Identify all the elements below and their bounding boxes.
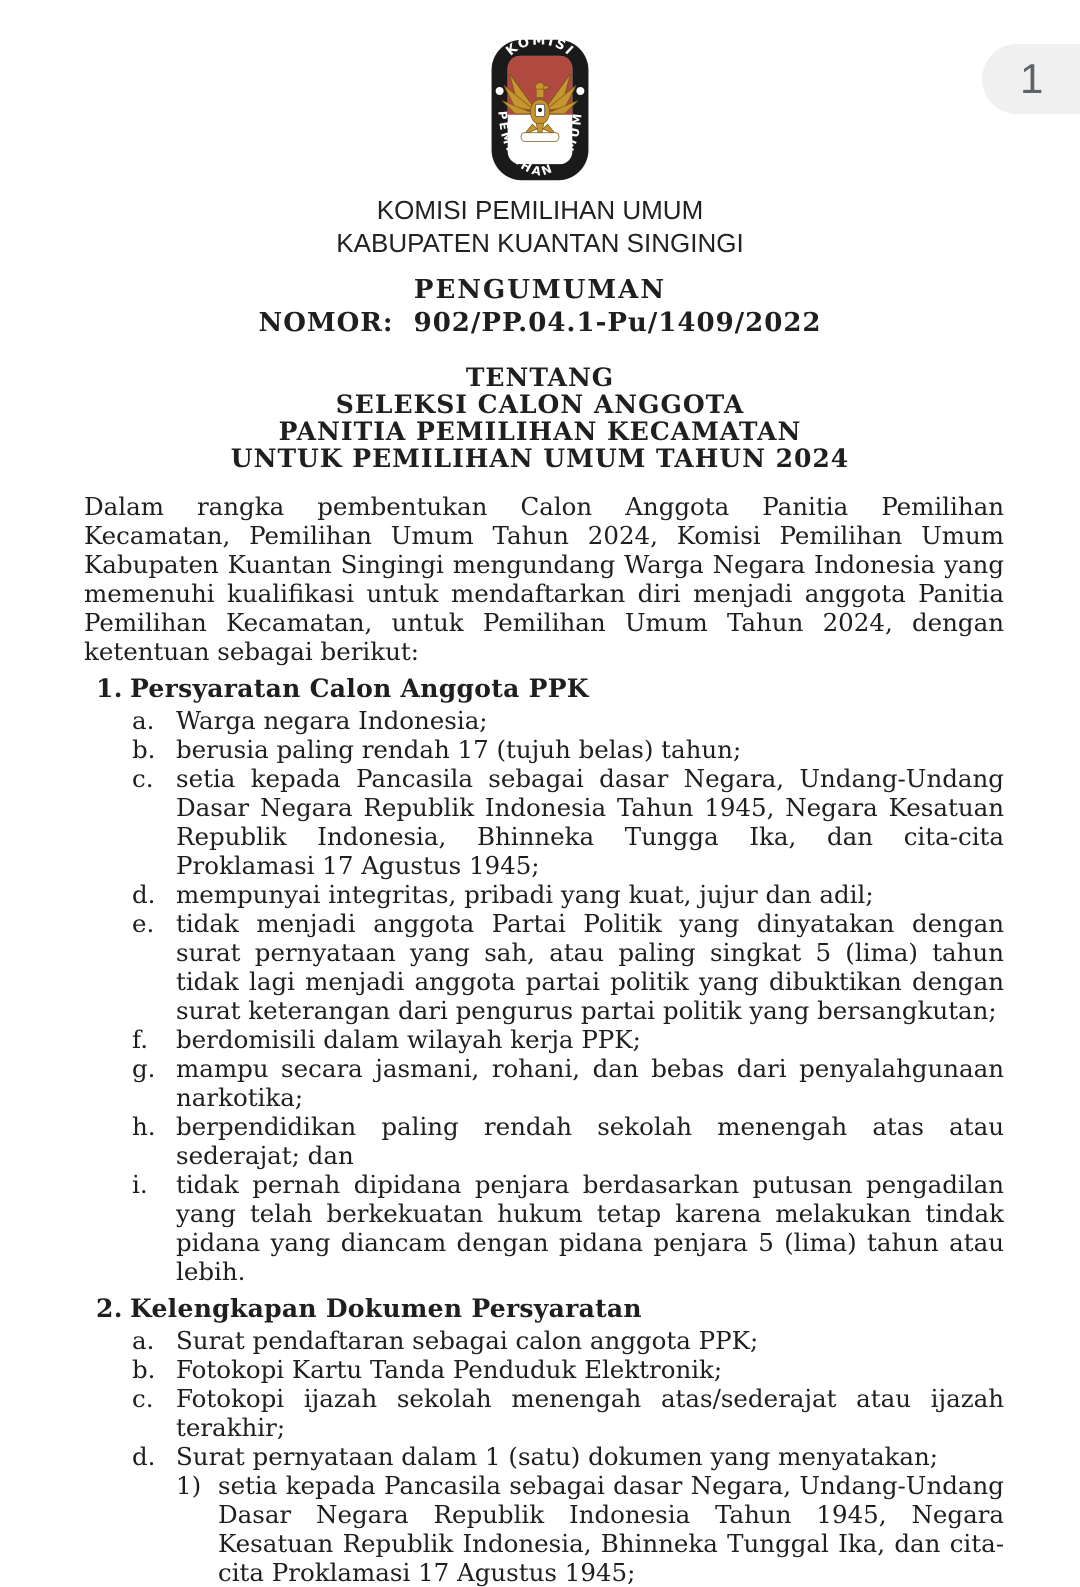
list-item	[84, 880, 1004, 909]
list-item	[84, 735, 1004, 764]
list-item	[84, 1025, 1004, 1054]
subitem-text: setia kepada Pancasila sebagai dasar Negara, Undang-Undang Dasar Negara Republik Indonesia Tahun 1945, Negara Kesatuan Republik Indonesia, Bhinneka Tunggal Ika, dan cita-cita Proklamasi 17 Agustus 1945;	[218, 1471, 1004, 1587]
section-heading	[84, 674, 1004, 704]
sub-list-item	[84, 1471, 1004, 1587]
subject-line-1: SELEKSI CALON ANGGOTA	[335, 390, 745, 419]
item-marker: a.	[132, 1326, 155, 1355]
section-title: Persyaratan Calon Anggota PPK	[130, 674, 589, 703]
item-marker: b.	[132, 735, 156, 764]
org-header	[0, 194, 1080, 260]
item-marker: e.	[132, 909, 155, 938]
section-persyaratan	[84, 674, 1004, 1286]
item-marker: f.	[132, 1025, 148, 1054]
item-marker: d.	[132, 1442, 156, 1471]
intro-paragraph: Dalam rangka pembentukan Calon Anggota Panitia Pemilihan Kecamatan, Pemilihan Umum Tahun 2024, Komisi Pemilihan Umum Kabupaten Kuantan Singingi mengundang Warga Negara Indonesia yang memenuhi kualifikasi untuk mendaftarkan diri menjadi anggota Panitia Pemilihan Kecamatan, untuk Pemilihan Umum Tahun 2024, dengan ketentuan sebagai berikut:	[84, 492, 1004, 666]
doc-title-block	[0, 274, 1080, 340]
item-marker: c.	[132, 1384, 154, 1413]
item-marker: g.	[132, 1054, 156, 1083]
item-text: setia kepada Pancasila sebagai dasar Negara, Undang-Undang Dasar Negara Republik Indonesia Tahun 1945, Negara Kesatuan Republik Indonesia, Bhinneka Tungga Ika, dan cita-cita Proklamasi 17 Agustus 1945;	[176, 764, 1004, 880]
logo-band-bottom-text: PEMILIHAN UMUM	[495, 110, 585, 180]
subitem-marker: 1)	[176, 1471, 202, 1500]
kpu-logo-icon	[483, 34, 597, 186]
list-item	[84, 764, 1004, 880]
doc-type: PENGUMUMAN	[413, 275, 667, 305]
subject-line-2: PANITIA PEMILIHAN KECAMATAN	[278, 417, 802, 446]
page-number-badge	[982, 44, 1080, 114]
section-heading	[84, 1294, 1004, 1324]
subject-line-3: UNTUK PEMILIHAN UMUM TAHUN 2024	[230, 444, 850, 473]
item-text: berusia paling rendah 17 (tujuh belas) tahun;	[176, 735, 742, 764]
list-item	[84, 1355, 1004, 1384]
item-marker: d.	[132, 880, 156, 909]
item-marker: b.	[132, 1355, 156, 1384]
list-item	[84, 706, 1004, 735]
item-text: berdomisili dalam wilayah kerja PPK;	[176, 1025, 641, 1054]
logo-band-top-text: KOMISI	[503, 34, 577, 60]
doc-number: NOMOR: 902/PP.04.1-Pu/1409/2022	[258, 308, 822, 338]
list-item	[84, 1384, 1004, 1442]
item-text: tidak pernah dipidana penjara berdasarkan putusan pengadilan yang telah berkekuatan hukum tetap karena melakukan tindak pidana yang diancam dengan pidana penjara 5 (lima) tahun atau lebih.	[176, 1170, 1004, 1286]
item-text: tidak menjadi anggota Partai Politik yang dinyatakan dengan surat pernyataan yang sah, atau paling singkat 5 (lima) tahun tidak lagi menjadi anggota partai politik yang dibuktikan dengan surat keterangan dari pengurus partai politik yang bersangkutan;	[176, 909, 1004, 1025]
doc-body	[84, 492, 1004, 1587]
item-text: Fotokopi Kartu Tanda Penduduk Elektronik;	[176, 1355, 723, 1384]
item-text: mampu secara jasmani, rohani, dan bebas dari penyalahgunaan narkotika;	[176, 1054, 1004, 1112]
list-item	[84, 1054, 1004, 1112]
section-kelengkapan	[84, 1294, 1004, 1587]
doc-subject-block	[0, 364, 1080, 472]
item-text: Surat pernyataan dalam 1 (satu) dokumen yang menyatakan;	[176, 1442, 939, 1471]
page-number: 1	[1020, 55, 1044, 102]
item-text: Surat pendaftaran sebagai calon anggota PPK;	[176, 1326, 759, 1355]
item-marker: h.	[132, 1112, 156, 1141]
section-title: Kelengkapan Dokumen Persyaratan	[130, 1294, 642, 1323]
org-name: KOMISI PEMILIHAN UMUM	[376, 195, 704, 225]
item-marker: c.	[132, 764, 154, 793]
list-item	[84, 1442, 1004, 1471]
item-text: Warga negara Indonesia;	[176, 706, 488, 735]
kpu-logo	[483, 34, 597, 186]
list-item	[84, 909, 1004, 1025]
about-label: TENTANG	[465, 363, 615, 392]
section-number: 1.	[96, 674, 123, 703]
item-text: Fotokopi ijazah sekolah menengah atas/sederajat atau ijazah terakhir;	[176, 1384, 1004, 1442]
item-text: mempunyai integritas, pribadi yang kuat, jujur dan adil;	[176, 880, 874, 909]
list-item	[84, 1112, 1004, 1170]
org-region: KABUPATEN KUANTAN SINGINGI	[336, 228, 744, 258]
item-marker: a.	[132, 706, 155, 735]
list-item	[84, 1170, 1004, 1286]
item-marker: i.	[132, 1170, 148, 1199]
section-number: 2.	[96, 1294, 123, 1323]
item-text: berpendidikan paling rendah sekolah menengah atas atau sederajat; dan	[176, 1112, 1004, 1170]
list-item	[84, 1326, 1004, 1355]
